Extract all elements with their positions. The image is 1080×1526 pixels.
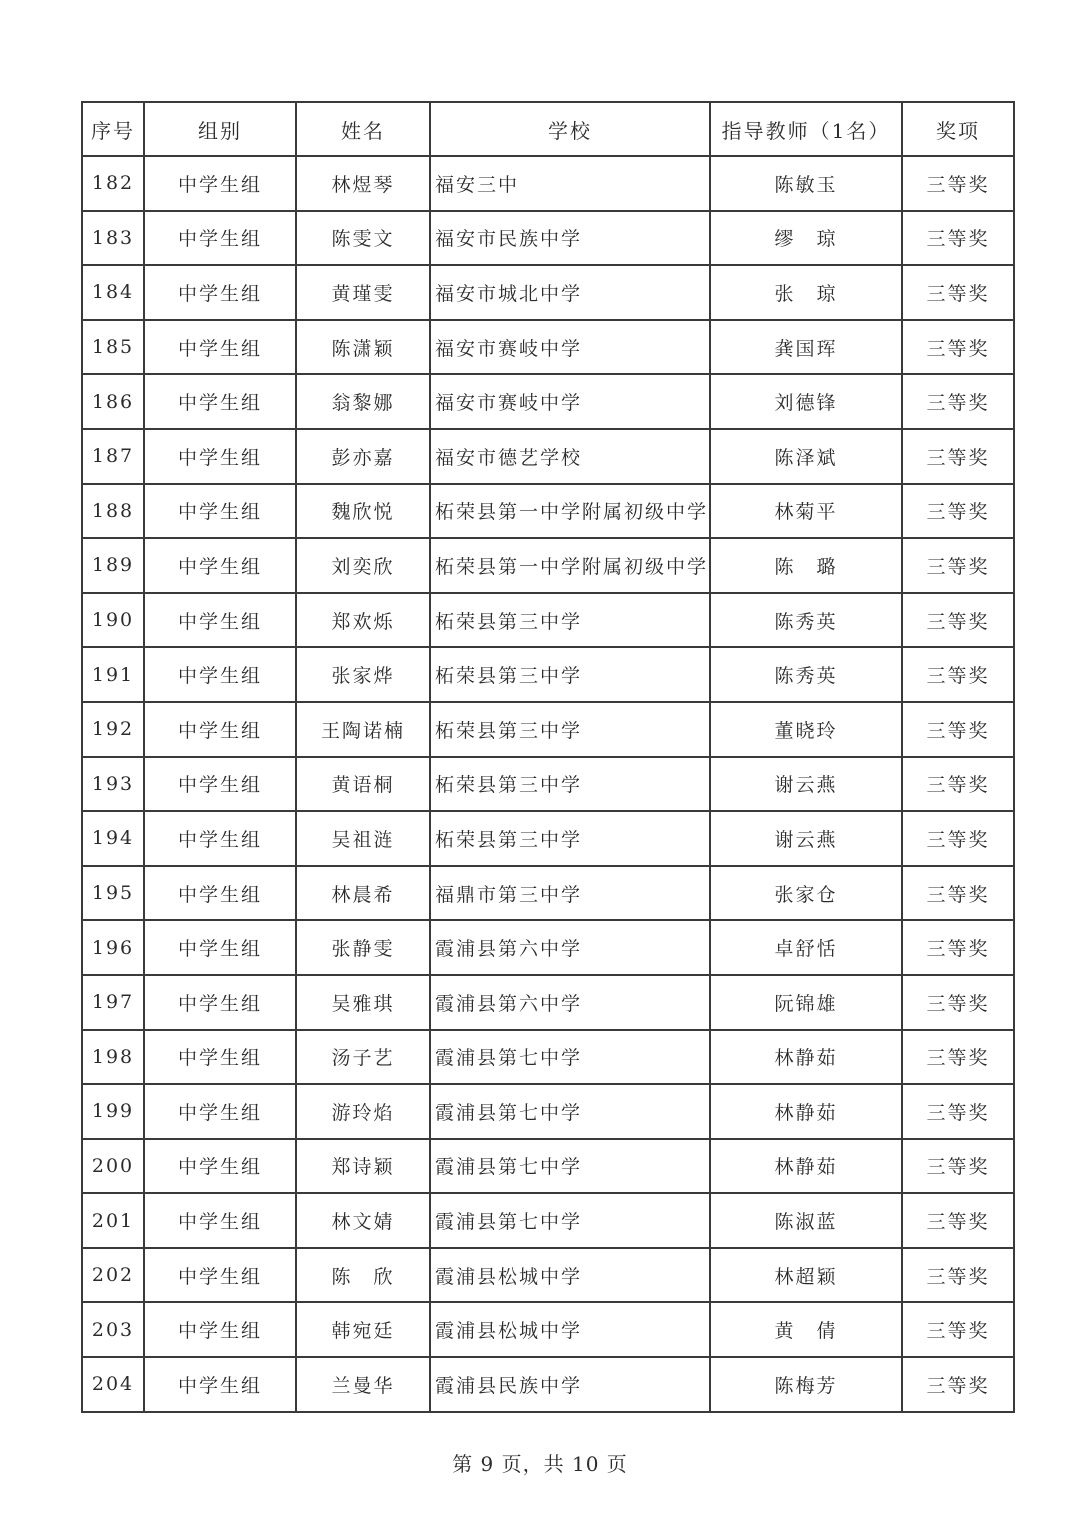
cell-seq: 196	[82, 920, 144, 975]
cell-group: 中学生组	[144, 811, 296, 866]
cell-teacher: 林静茹	[710, 1030, 902, 1085]
cell-name: 黄语桐	[296, 757, 430, 812]
cell-award: 三等奖	[902, 975, 1014, 1030]
cell-group: 中学生组	[144, 1084, 296, 1139]
table-row	[82, 265, 1014, 320]
cell-teacher: 谢云燕	[710, 811, 902, 866]
cell-school: 柘荣县第三中学	[430, 757, 710, 812]
cell-school: 霞浦县松城中学	[430, 1302, 710, 1357]
cell-group: 中学生组	[144, 265, 296, 320]
cell-name: 郑欢烁	[296, 593, 430, 648]
cell-name: 张家烨	[296, 647, 430, 702]
cell-teacher: 董晓玲	[710, 702, 902, 757]
cell-award: 三等奖	[902, 920, 1014, 975]
table-row	[82, 866, 1014, 921]
cell-teacher: 林静茹	[710, 1139, 902, 1194]
cell-school: 福安市民族中学	[430, 211, 710, 266]
table-row	[82, 811, 1014, 866]
cell-award: 三等奖	[902, 1139, 1014, 1194]
cell-group: 中学生组	[144, 975, 296, 1030]
award-table	[81, 101, 1015, 1413]
cell-teacher: 陈秀英	[710, 593, 902, 648]
cell-group: 中学生组	[144, 757, 296, 812]
cell-award: 三等奖	[902, 538, 1014, 593]
cell-name: 王陶诺楠	[296, 702, 430, 757]
cell-seq: 199	[82, 1084, 144, 1139]
table-row	[82, 702, 1014, 757]
table-body	[82, 156, 1014, 1412]
cell-award: 三等奖	[902, 1030, 1014, 1085]
header-award: 奖项	[902, 102, 1014, 156]
cell-seq: 193	[82, 757, 144, 812]
cell-name: 彭亦嘉	[296, 429, 430, 484]
cell-teacher: 陈泽斌	[710, 429, 902, 484]
cell-school: 霞浦县第七中学	[430, 1139, 710, 1194]
cell-seq: 197	[82, 975, 144, 1030]
cell-name: 吴雅琪	[296, 975, 430, 1030]
cell-school: 霞浦县第六中学	[430, 920, 710, 975]
cell-seq: 183	[82, 211, 144, 266]
cell-school: 福安市城北中学	[430, 265, 710, 320]
cell-name: 汤子艺	[296, 1030, 430, 1085]
cell-teacher: 林静茹	[710, 1084, 902, 1139]
cell-award: 三等奖	[902, 1084, 1014, 1139]
cell-seq: 203	[82, 1302, 144, 1357]
cell-group: 中学生组	[144, 593, 296, 648]
cell-school: 福安三中	[430, 156, 710, 211]
cell-group: 中学生组	[144, 484, 296, 539]
cell-group: 中学生组	[144, 647, 296, 702]
cell-school: 霞浦县民族中学	[430, 1357, 710, 1412]
header-teacher: 指导教师（1名）	[710, 102, 902, 156]
cell-award: 三等奖	[902, 211, 1014, 266]
table-row	[82, 1357, 1014, 1412]
cell-name: 黄瑾雯	[296, 265, 430, 320]
cell-seq: 194	[82, 811, 144, 866]
cell-group: 中学生组	[144, 156, 296, 211]
cell-name: 陈雯文	[296, 211, 430, 266]
cell-group: 中学生组	[144, 1139, 296, 1194]
cell-school: 柘荣县第三中学	[430, 702, 710, 757]
cell-award: 三等奖	[902, 265, 1014, 320]
cell-teacher: 谢云燕	[710, 757, 902, 812]
cell-group: 中学生组	[144, 211, 296, 266]
header-name: 姓名	[296, 102, 430, 156]
cell-teacher: 黄 倩	[710, 1302, 902, 1357]
cell-group: 中学生组	[144, 374, 296, 429]
cell-name: 林煜琴	[296, 156, 430, 211]
cell-teacher: 陈秀英	[710, 647, 902, 702]
table-row	[82, 538, 1014, 593]
cell-seq: 191	[82, 647, 144, 702]
cell-group: 中学生组	[144, 702, 296, 757]
cell-group: 中学生组	[144, 538, 296, 593]
table-row	[82, 211, 1014, 266]
table-row	[82, 320, 1014, 375]
cell-name: 郑诗颖	[296, 1139, 430, 1194]
cell-award: 三等奖	[902, 1193, 1014, 1248]
cell-school: 柘荣县第三中学	[430, 647, 710, 702]
cell-seq: 192	[82, 702, 144, 757]
cell-teacher: 陈淑蓝	[710, 1193, 902, 1248]
table-row	[82, 757, 1014, 812]
cell-seq: 186	[82, 374, 144, 429]
cell-school: 柘荣县第一中学附属初级中学	[430, 538, 710, 593]
header-group: 组别	[144, 102, 296, 156]
cell-seq: 188	[82, 484, 144, 539]
table-header-row	[82, 102, 1014, 156]
table-row	[82, 1193, 1014, 1248]
cell-name: 林文婧	[296, 1193, 430, 1248]
cell-teacher: 林超颖	[710, 1248, 902, 1303]
cell-school: 福安市德艺学校	[430, 429, 710, 484]
cell-school: 柘荣县第三中学	[430, 811, 710, 866]
table-row	[82, 1084, 1014, 1139]
cell-group: 中学生组	[144, 1357, 296, 1412]
cell-award: 三等奖	[902, 156, 1014, 211]
cell-teacher: 缪 琼	[710, 211, 902, 266]
cell-award: 三等奖	[902, 374, 1014, 429]
cell-school: 柘荣县第三中学	[430, 593, 710, 648]
cell-seq: 190	[82, 593, 144, 648]
cell-award: 三等奖	[902, 320, 1014, 375]
cell-name: 吴祖涟	[296, 811, 430, 866]
cell-seq: 187	[82, 429, 144, 484]
cell-group: 中学生组	[144, 1302, 296, 1357]
cell-school: 霞浦县第六中学	[430, 975, 710, 1030]
cell-award: 三等奖	[902, 757, 1014, 812]
cell-group: 中学生组	[144, 920, 296, 975]
cell-seq: 198	[82, 1030, 144, 1085]
cell-school: 福鼎市第三中学	[430, 866, 710, 921]
cell-teacher: 阮锦雄	[710, 975, 902, 1030]
cell-name: 陈 欣	[296, 1248, 430, 1303]
cell-award: 三等奖	[902, 1248, 1014, 1303]
cell-seq: 200	[82, 1139, 144, 1194]
cell-school: 霞浦县松城中学	[430, 1248, 710, 1303]
cell-name: 陈潇颖	[296, 320, 430, 375]
cell-group: 中学生组	[144, 866, 296, 921]
cell-school: 霞浦县第七中学	[430, 1030, 710, 1085]
cell-school: 福安市赛岐中学	[430, 320, 710, 375]
table-row	[82, 1139, 1014, 1194]
cell-teacher: 龚国珲	[710, 320, 902, 375]
table-row	[82, 975, 1014, 1030]
cell-school: 霞浦县第七中学	[430, 1084, 710, 1139]
cell-seq: 202	[82, 1248, 144, 1303]
cell-award: 三等奖	[902, 647, 1014, 702]
cell-seq: 182	[82, 156, 144, 211]
cell-group: 中学生组	[144, 1030, 296, 1085]
cell-name: 兰曼华	[296, 1357, 430, 1412]
table-row	[82, 1248, 1014, 1303]
cell-teacher: 陈梅芳	[710, 1357, 902, 1412]
cell-seq: 185	[82, 320, 144, 375]
cell-award: 三等奖	[902, 593, 1014, 648]
page-footer: 第 9 页，共 10 页	[452, 1452, 628, 1476]
cell-name: 刘奕欣	[296, 538, 430, 593]
cell-seq: 204	[82, 1357, 144, 1412]
cell-award: 三等奖	[902, 1302, 1014, 1357]
cell-teacher: 张 琼	[710, 265, 902, 320]
cell-name: 林晨希	[296, 866, 430, 921]
table-row	[82, 374, 1014, 429]
cell-teacher: 卓舒恬	[710, 920, 902, 975]
cell-seq: 189	[82, 538, 144, 593]
cell-seq: 201	[82, 1193, 144, 1248]
table-row	[82, 593, 1014, 648]
table-row	[82, 1302, 1014, 1357]
cell-teacher: 张家仓	[710, 866, 902, 921]
cell-group: 中学生组	[144, 1248, 296, 1303]
cell-name: 韩宛廷	[296, 1302, 430, 1357]
cell-group: 中学生组	[144, 320, 296, 375]
cell-teacher: 陈敏玉	[710, 156, 902, 211]
cell-seq: 184	[82, 265, 144, 320]
cell-award: 三等奖	[902, 811, 1014, 866]
cell-school: 柘荣县第一中学附属初级中学	[430, 484, 710, 539]
cell-award: 三等奖	[902, 1357, 1014, 1412]
cell-name: 魏欣悦	[296, 484, 430, 539]
cell-award: 三等奖	[902, 429, 1014, 484]
cell-name: 翁黎娜	[296, 374, 430, 429]
cell-award: 三等奖	[902, 866, 1014, 921]
cell-school: 霞浦县第七中学	[430, 1193, 710, 1248]
table-row	[82, 647, 1014, 702]
cell-teacher: 刘德锋	[710, 374, 902, 429]
cell-group: 中学生组	[144, 1193, 296, 1248]
header-school: 学校	[430, 102, 710, 156]
cell-award: 三等奖	[902, 484, 1014, 539]
cell-name: 张静雯	[296, 920, 430, 975]
table-row	[82, 920, 1014, 975]
cell-teacher: 林菊平	[710, 484, 902, 539]
table-row	[82, 1030, 1014, 1085]
cell-teacher: 陈 璐	[710, 538, 902, 593]
table-row	[82, 429, 1014, 484]
cell-seq: 195	[82, 866, 144, 921]
cell-school: 福安市赛岐中学	[430, 374, 710, 429]
cell-group: 中学生组	[144, 429, 296, 484]
cell-award: 三等奖	[902, 702, 1014, 757]
header-seq: 序号	[82, 102, 144, 156]
table-row	[82, 156, 1014, 211]
table-row	[82, 484, 1014, 539]
cell-name: 游玲焰	[296, 1084, 430, 1139]
